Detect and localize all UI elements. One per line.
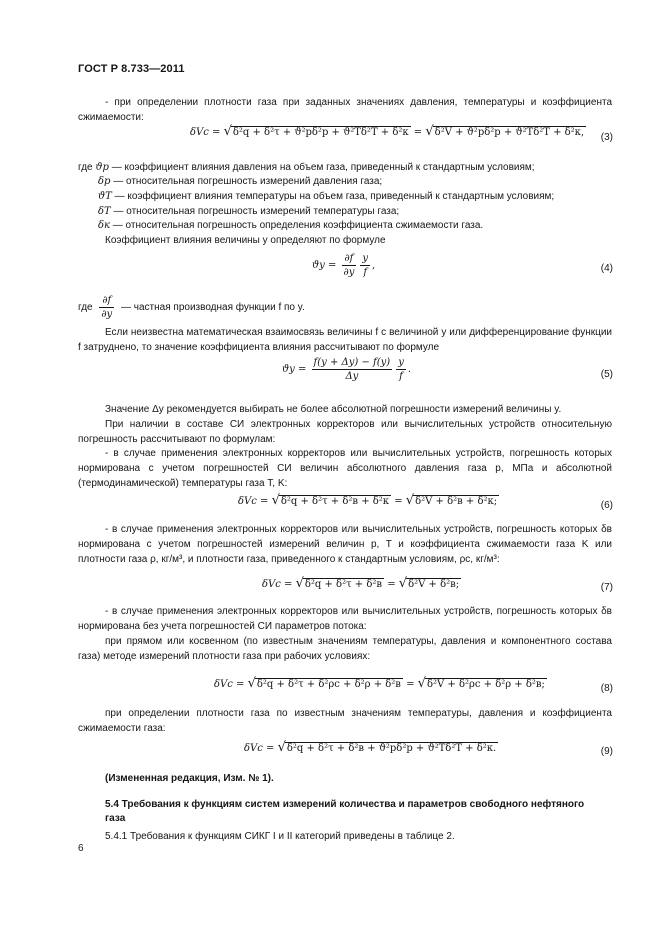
equation-number-9: (9) xyxy=(600,746,613,757)
equation-number-3: (3) xyxy=(600,132,613,143)
paragraph-case-3: - в случае применения электронных корректоров или вычислительных устройств, погрешность которых δв нормирована без учета погрешностей СИ параметров потока: xyxy=(78,606,612,632)
paragraph-known-values: при определении плотности газа по известным значениям температуры, давления и коэффициента сжимаемости газа: xyxy=(78,708,612,734)
standard-header: ГОСТ Р 8.733—2011 xyxy=(78,63,185,75)
definition-delta-k: δк — относительная погрешность определения коэффициента сжимаемости газа. xyxy=(98,220,484,231)
equation-7: δVc = √δ²q + δ²τ + δ²в = √δ²V + δ²в; xyxy=(262,576,460,591)
eq4-lhs: ϑy = xyxy=(312,260,337,271)
paragraph-coefficient: Коэффициент влияния величины y определяют по формуле xyxy=(105,235,386,246)
paragraph-case-1: - в случае применения электронных корректоров или вычислительных устройств, погрешность которых нормирована с учетом погрешностей СИ величин абсолютного давления газа p, МПа и абсолютной (термодинамической) температуры газа T, K: xyxy=(78,448,612,489)
definition-partial-derivative: где $\frac{\partial f}{\partial y}$ — частная производная функции f по y. xyxy=(78,295,305,320)
equation-number-7: (7) xyxy=(600,582,613,593)
paragraph-case-2: - в случае применения электронных корректоров или вычислительных устройств, погрешность которых δв нормирована с учетом погрешностей измерений величин p, T и коэффициента сжимаемости газа K или плотности газа ρ, кг/м³, и плотности газа, приведенного к стандартным условиям, ρc, кг/м³: xyxy=(78,524,612,565)
page-number: 6 xyxy=(78,843,84,854)
paragraph-unknown-relation: Если неизвестна математическая взаимосвязь величины f с величиной y или дифференцирование функции f затруднено, то значение коэффициента влияния рассчитывают по формуле xyxy=(78,327,612,353)
equation-number-6: (6) xyxy=(600,500,613,511)
eq6-radical-2: δ²V + δ²в + δ²к; xyxy=(415,496,498,507)
definition-delta-p: δp — относительная погрешность измерений давления газа; xyxy=(98,176,383,187)
definition-delta-t: δT — относительная погрешность измерений температуры газа; xyxy=(98,206,400,217)
paragraph-density-case: - при определении плотности газа при заданных значениях давления, температуры и коэффициента сжимаемости: xyxy=(78,97,612,123)
revision-note: (Измененная редакция, Изм. № 1). xyxy=(105,773,274,784)
eq3-radical-1: δ²q + δ²τ + ϑ²pδ²p + ϑ²Tδ²T + δ²к xyxy=(232,127,409,138)
eq3-radical-2: δ²V + ϑ²pδ²p + ϑ²Tδ²T + δ²к, xyxy=(434,127,585,138)
equation-3: δVc = √δ²q + δ²τ + ϑ²pδ²p + ϑ²Tδ²T + δ²к = √δ²V + ϑ²pδ²p + ϑ²Tδ²T + δ²к, xyxy=(190,124,585,139)
definition-theta-t: ϑT — коэффициент влияния температуры на объем газа, приведенный к стандартным условиям; xyxy=(98,191,555,202)
paragraph-direct-method: при прямом или косвенном (по известным значениям температуры, давления и компонентного состава газа) методе измерений плотности газа при рабочих условиях: xyxy=(78,636,612,662)
eq7-radical-2: δ²V + δ²в; xyxy=(408,579,460,590)
paragraph-delta-recommendation: Значение Δy рекомендуется выбирать не более абсолютной погрешности измерений величины y. xyxy=(105,404,562,415)
section-heading-5-4: 5.4 Требования к функциям систем измерений количества и параметров свободного нефтяного газа xyxy=(105,799,585,824)
equation-number-5: (5) xyxy=(600,369,613,380)
equation-4: ϑy = $\frac{\partial f}{\partial y}$ $\frac{y}{f}$ , xyxy=(312,253,376,278)
equation-number-4: (4) xyxy=(600,263,613,274)
eq8-radical-2: δ²V + δ²ρc + δ²ρ + δ²в; xyxy=(426,679,545,690)
eq7-radical-1: δ²q + δ²τ + δ²в xyxy=(304,579,383,590)
equation-6: δVc = √δ²q + δ²τ + δ²в + δ²к = √δ²V + δ²в + δ²к; xyxy=(238,493,498,508)
paragraph-electronic-correctors: При наличии в составе СИ электронных корректоров или вычислительных устройств относительную погрешность рассчитывают по формулам: xyxy=(78,419,612,445)
equation-9: δVc = √δ²q + δ²τ + δ²в + ϑ²pδ²p + ϑ²Tδ²T + δ²к. xyxy=(244,740,497,755)
eq9-radical-1: δ²q + δ²τ + δ²в + ϑ²pδ²p + ϑ²Tδ²T + δ²к. xyxy=(286,743,497,754)
eq5-lhs: ϑy = xyxy=(282,364,307,375)
eq6-radical-1: δ²q + δ²τ + δ²в + δ²к xyxy=(280,496,390,507)
eq8-radical-1: δ²q + δ²τ + δ²ρc + δ²ρ + δ²в xyxy=(256,679,401,690)
eq3-lhs: δVc = xyxy=(190,127,221,138)
equation-8: δVc = √δ²q + δ²τ + δ²ρc + δ²ρ + δ²в = √δ²V + δ²ρc + δ²ρ + δ²в; xyxy=(214,676,545,691)
equation-5: ϑy = $\frac{f(y + \Delta y) - f(y)}{\Delta y}$ $\frac{y}{f}$ . xyxy=(282,357,412,382)
paragraph-5-4-1: 5.4.1 Требования к функциям СИКГ I и II категорий приведены в таблице 2. xyxy=(105,831,455,842)
definition-theta-p: где ϑp — коэффициент влияния давления на объем газа, приведенный к стандартным условиям; xyxy=(78,162,535,173)
equation-number-8: (8) xyxy=(600,683,613,694)
